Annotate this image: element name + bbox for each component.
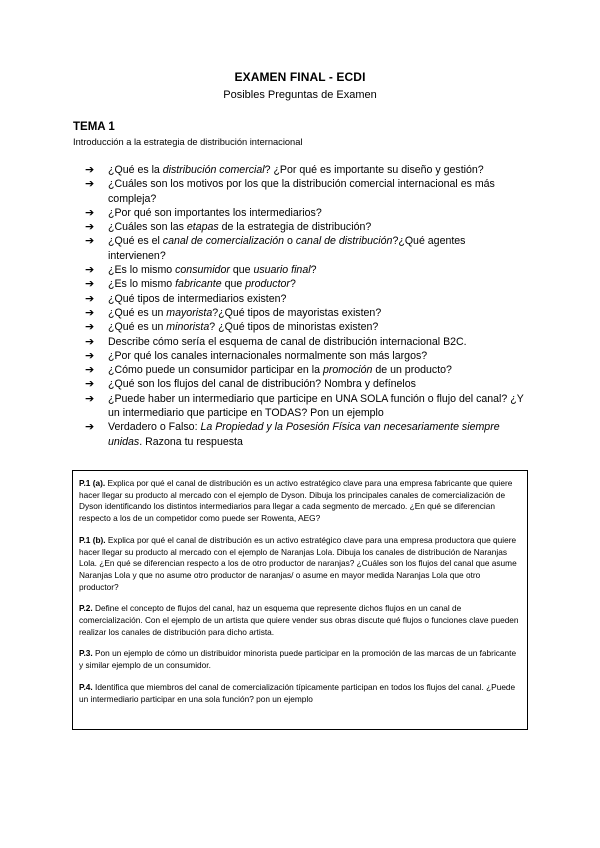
practical-question-label: P.3.: [79, 648, 93, 659]
exam-title: EXAMEN FINAL - ECDI: [234, 70, 366, 84]
question-text: ¿Es lo mismo: [108, 264, 176, 277]
question-item: [85, 292, 525, 306]
right-arrow-icon: ➔: [85, 306, 95, 319]
question-emphasis: minorista: [166, 321, 210, 334]
question-text: ¿Qué es un: [108, 306, 167, 319]
practical-question-label: P.1 (a).: [79, 478, 106, 488]
right-arrow-icon: ➔: [85, 278, 95, 291]
practical-question-text: Explica por qué el canal de distribución es un activo estratégico clave para una empresa fabricante que quiere hacer llegar su producto al mercado con el ejemplo de Dyson. Dibuja los principales canales de comercialización de Dyson identificando los distintos intermediarios para llegar a cada segmento de mercado. ¿En qué se diferencian respecto a los de un competidor como puede ser Rowenta, AEG?: [79, 478, 513, 524]
practical-question-text: Define el concepto de flujos del canal, haz un esquema que represente dichos flujos en un canal de comercialización. Con el ejemplo de un artista que quiere vender sus obras discute qué flujos o funciones clave pueden realizar los canales de distribución para dicho artista.: [79, 603, 519, 637]
practical-question: [79, 648, 521, 671]
question-emphasis: consumidor: [175, 264, 230, 277]
right-arrow-icon: ➔: [85, 164, 95, 176]
question-emphasis: canal de distribución: [295, 235, 393, 248]
question-text: ¿Por qué son importantes los intermediarios?: [108, 206, 322, 219]
practical-question-text: Explica por qué el canal de distribución es un activo estratégico clave para una empresa productora que quiere hacer llegar su producto al mercado con el ejemplo de Naranjas Lola. Dibuja los canales de distribución de Naranjas Lola. ¿En qué se diferencian respecto a los de otro productor de naranjas? ¿Cuáles son los flujos del canal que asume Naranjas Lola y que no asume otro productor de naranjas/ o asume en mayor medida Naranjas Lola que otro productor?: [79, 534, 517, 592]
question-item: [85, 163, 525, 177]
right-arrow-icon: ➔: [85, 178, 95, 191]
right-arrow-icon: ➔: [85, 378, 95, 391]
question-item: [85, 377, 525, 391]
practical-question-label: P.4.: [79, 681, 93, 692]
question-emphasis: productor: [245, 278, 290, 291]
question-emphasis: etapas: [186, 221, 219, 234]
question-text: ¿Por qué los canales internacionales normalmente son más largos?: [108, 349, 428, 362]
question-list: [85, 163, 525, 449]
exam-subtitle: Posibles Preguntas de Examen: [223, 89, 377, 101]
question-text: que: [229, 264, 254, 277]
question-text: ¿Cómo puede un consumidor participar en la: [108, 364, 323, 377]
question-emphasis: mayorista: [166, 306, 213, 319]
question-emphasis: usuario final: [253, 264, 311, 277]
question-emphasis: canal de comercialización: [162, 235, 285, 248]
question-text: ¿Cuáles son los motivos por los que la distribución comercial internacional es más compleja?: [108, 178, 495, 205]
right-arrow-icon: ➔: [85, 421, 95, 434]
question-text: ?: [310, 264, 317, 277]
question-item: [85, 234, 525, 263]
practical-questions-box: [72, 470, 528, 730]
question-item: [85, 263, 525, 277]
question-text: o: [284, 235, 296, 248]
question-text: Describe cómo sería el esquema de canal de distribución internacional B2C.: [108, 335, 467, 348]
practical-question: [79, 682, 521, 705]
question-text: ? ¿Qué tipos de minoristas existen?: [209, 321, 379, 334]
question-text: ?: [289, 278, 296, 291]
question-text: ¿Qué es la: [108, 164, 163, 176]
question-item: [85, 177, 525, 206]
right-arrow-icon: ➔: [85, 292, 95, 305]
question-text: que: [221, 278, 246, 291]
question-item: [85, 335, 525, 349]
question-emphasis: promoción: [322, 364, 373, 377]
question-item: [85, 363, 525, 377]
question-emphasis: La Propiedad y la Posesión Física van necesariamente siempre unidas: [108, 421, 500, 448]
right-arrow-icon: ➔: [85, 349, 95, 362]
question-text: ¿Es lo mismo: [108, 278, 176, 291]
question-text: Verdadero o Falso:: [108, 421, 201, 434]
right-arrow-icon: ➔: [85, 392, 95, 405]
question-item: [85, 349, 525, 363]
question-text: ¿Qué es un: [108, 321, 167, 334]
question-item: [85, 420, 525, 449]
question-text: de la estrategia de distribución?: [218, 221, 372, 234]
question-item: [85, 220, 525, 234]
section-heading: TEMA 1: [73, 121, 115, 133]
practical-question-label: P.2.: [79, 603, 93, 614]
right-arrow-icon: ➔: [85, 221, 95, 234]
question-text: ¿Puede haber un intermediario que participe en UNA SOLA función o flujo del canal? ¿Y un intermediario que participe en TODAS? Pon un ejemplo: [108, 392, 524, 420]
right-arrow-icon: ➔: [85, 264, 95, 277]
practical-question: [79, 603, 521, 638]
question-text: . Razona tu respuesta: [139, 435, 243, 448]
right-arrow-icon: ➔: [85, 206, 95, 219]
question-emphasis: fabricante: [175, 278, 222, 291]
right-arrow-icon: ➔: [85, 321, 95, 334]
section-subheading: Introducción a la estrategia de distribución internacional: [73, 137, 303, 147]
question-text: ?¿Qué agentes intervienen?: [108, 235, 466, 262]
question-text: ?¿Qué tipos de mayoristas existen?: [212, 306, 382, 319]
right-arrow-icon: ➔: [85, 235, 95, 248]
question-text: de un producto?: [372, 364, 452, 377]
right-arrow-icon: ➔: [85, 335, 95, 348]
question-text: ? ¿Por qué es importante su diseño y gestión?: [264, 164, 484, 176]
question-text: ¿Cuáles son las: [108, 221, 187, 234]
question-text: ¿Qué son los flujos del canal de distribución? Nombra y defínelos: [108, 378, 416, 391]
question-item: [85, 277, 525, 291]
question-text: ¿Qué es el: [108, 235, 163, 248]
question-emphasis: distribución comercial: [162, 164, 265, 176]
right-arrow-icon: ➔: [85, 364, 95, 377]
practical-question-label: P.1 (b).: [79, 534, 106, 545]
practical-question: [79, 478, 521, 525]
practical-question: [79, 535, 521, 594]
practical-question-text: Identifica que miembros del canal de comercialización típicamente participan en todos los flujos del canal. ¿Puede un intermediario participar en una sola función? pon un ejemplo: [79, 681, 516, 704]
question-item: [85, 306, 525, 320]
question-text: ¿Qué tipos de intermediarios existen?: [108, 292, 287, 305]
question-item: [85, 392, 525, 421]
practical-question-text: Pon un ejemplo de cómo un distribuidor minorista puede participar en la promoción de las marcas de un fabricante y similar ejemplo de un consumidor.: [79, 648, 517, 671]
question-item: [85, 320, 525, 334]
question-item: [85, 206, 525, 220]
